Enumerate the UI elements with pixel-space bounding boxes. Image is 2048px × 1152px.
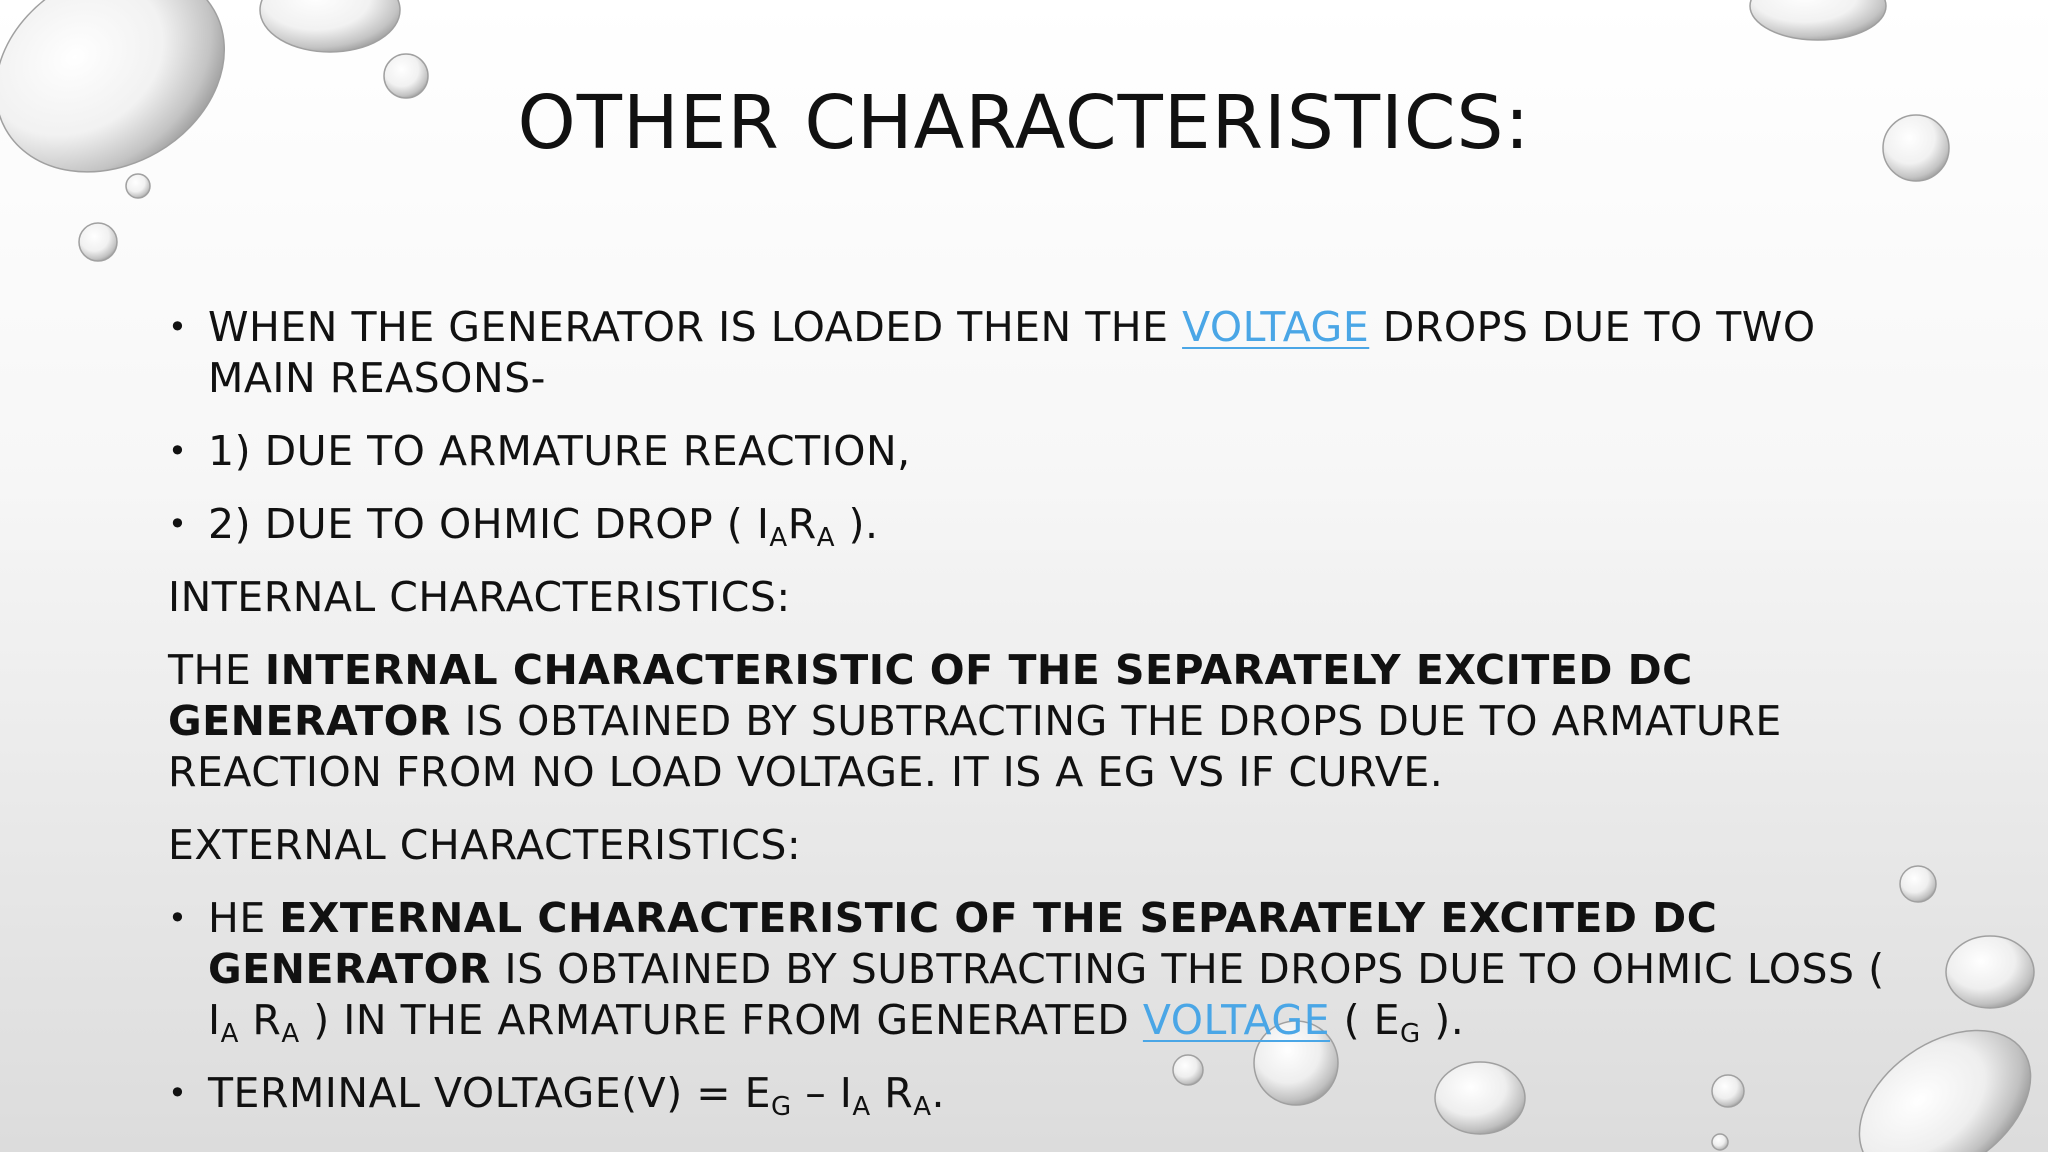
subscript: A [281,1019,300,1049]
bullet-ohmic-drop [168,499,1928,553]
water-drop [126,174,150,198]
bullet4-text-after: ). [1420,996,1465,1044]
subscript: A [816,523,836,553]
voltage-link[interactable]: VOLTAGE [1142,996,1331,1044]
bullet4-text-mid4: ( E [1330,996,1401,1044]
bullet-terminal-voltage [168,1068,1928,1122]
bullet-external-characteristic [168,893,1928,1049]
subscript: A [769,523,788,553]
bullet2-text: 1) DUE TO ARMATURE REACTION, [208,427,911,475]
internal-characteristics-paragraph [168,645,1928,798]
slide-title: OTHER CHARACTERISTICS: [517,80,1531,166]
bullet1-text-before: WHEN THE GENERATOR IS LOADED THEN THE [208,303,1183,351]
bullet5-text-before: TERMINAL VOLTAGE(V) = E [208,1069,772,1117]
slide-body [168,302,1928,1141]
voltage-link[interactable]: VOLTAGE [1182,303,1370,351]
bullet3-text-after: ). [835,500,879,548]
bullet4-text-mid3: ) IN THE ARMATURE FROM GENERATED [299,996,1143,1044]
internal-text-after: IS OBTAINED BY SUBTRACTING THE DROPS DUE TO ARMATURE REACTION FROM NO LOAD VOLTAGE. IT IS A EG VS IF CURVE. [168,697,1782,796]
bullet1-text-after: DROPS DUE TO TWO MAIN REASONS- [208,303,1816,402]
subscript: G [1400,1019,1421,1049]
subscript: A [852,1092,871,1122]
bullet-armature-reaction [168,426,1928,477]
bullet4-text-mid1: IS OBTAINED BY SUBTRACTING THE DROPS DUE TO OHMIC LOSS ( I [208,945,1885,1044]
bullet3-text-before: 2) DUE TO OHMIC DROP ( I [208,500,770,548]
bullet4-text-mid2: R [238,996,282,1044]
bullet4-text-before: HE [208,894,280,942]
bullet4-text-bold: EXTERNAL CHARACTERISTIC OF THE SEPARATELY EXCITED DC GENERATOR [208,894,1718,993]
water-drop [79,223,117,261]
internal-text-bold: INTERNAL CHARACTERISTIC OF THE SEPARATELY EXCITED DC GENERATOR [168,646,1693,745]
water-drop [1946,936,2034,1008]
internal-text-before: THE [168,646,265,694]
bullet-voltage-drop [168,302,1928,404]
heading-external-characteristics: EXTERNAL CHARACTERISTICS: [168,821,802,869]
bullet5-text-mid1: – I [791,1069,853,1117]
subscript: G [771,1092,792,1122]
bullet5-text-mid2: R [870,1069,914,1117]
heading-internal-characteristics: INTERNAL CHARACTERISTICS: [168,573,791,621]
bullet3-text-mid: R [787,500,817,548]
water-drop [1750,0,1886,40]
subscript: A [913,1092,932,1122]
subscript: A [220,1019,239,1049]
water-drop [260,0,400,52]
bullet5-text-after: . [931,1069,946,1117]
